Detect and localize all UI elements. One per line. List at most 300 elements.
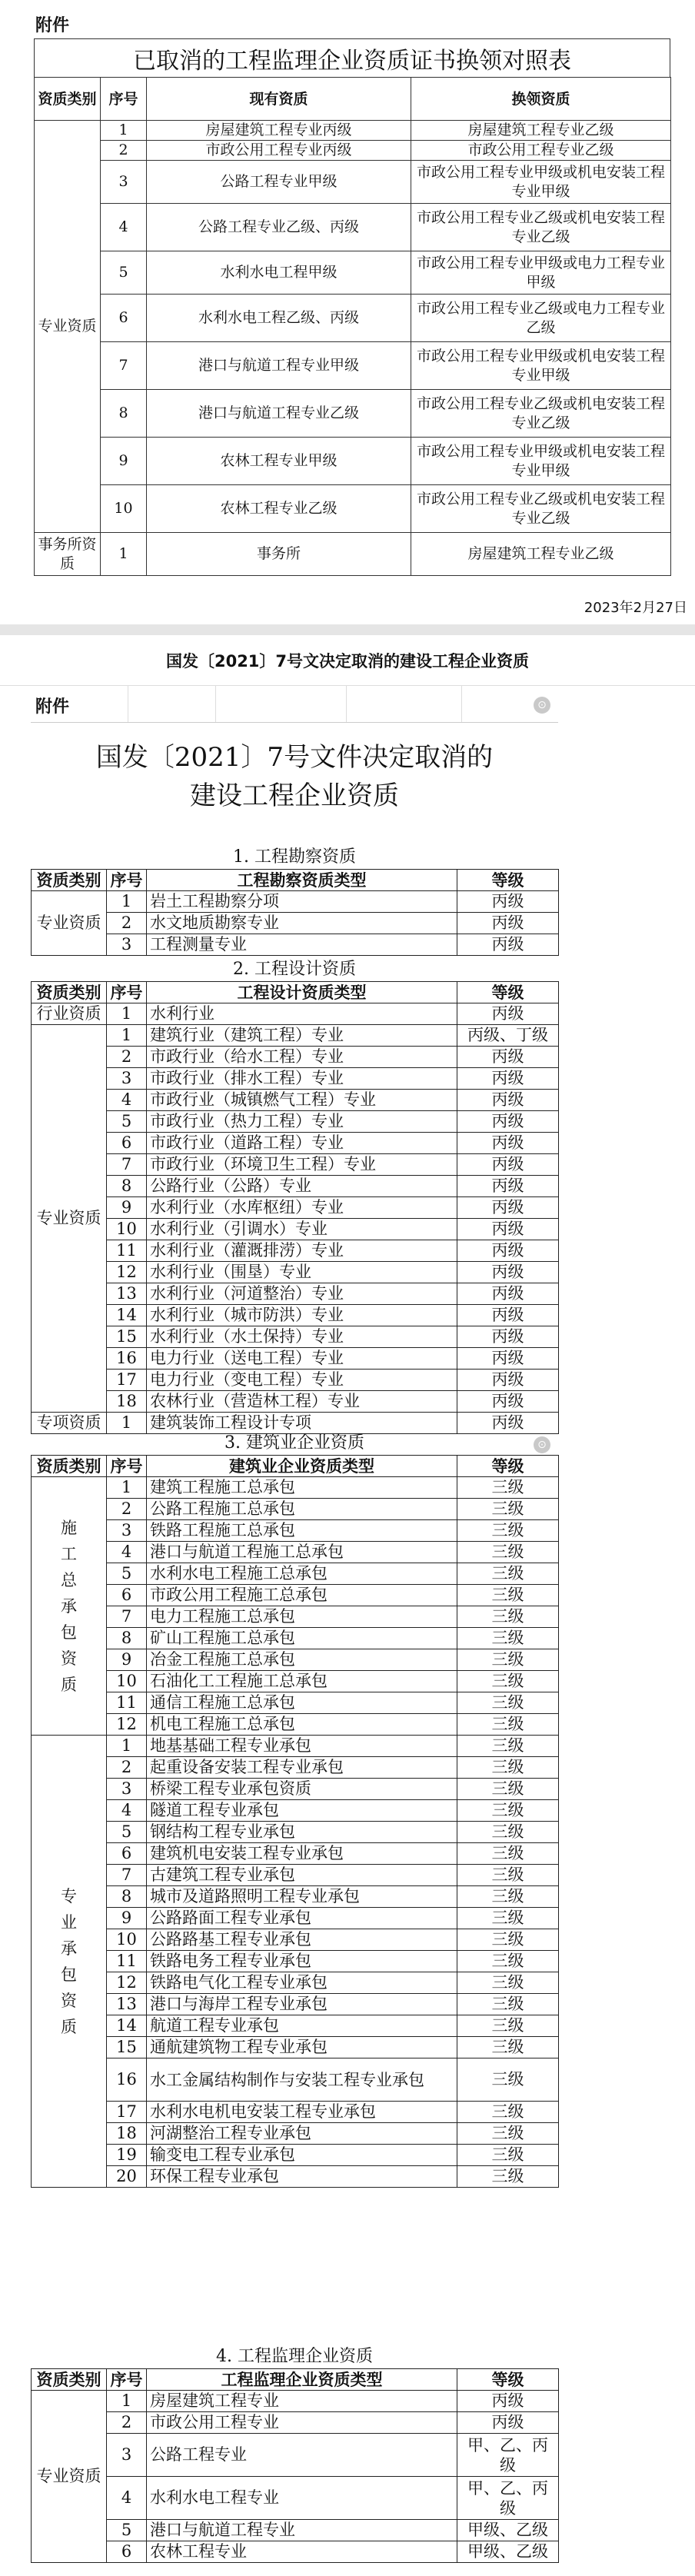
category-industry: 行业资质 [32, 1003, 107, 1025]
table-row [35, 251, 671, 295]
row-type: 公路工程专业 [147, 2434, 457, 2477]
table-row [32, 2166, 559, 2188]
table-row [32, 1025, 559, 1047]
row-no: 3 [107, 1068, 147, 1090]
row-no: 7 [107, 1154, 147, 1176]
table-row [32, 934, 559, 956]
table-row [32, 1370, 559, 1391]
table-row [32, 2037, 559, 2058]
row-type: 建筑装饰工程设计专项 [147, 1413, 457, 1434]
sheet-attachment-row [31, 686, 558, 723]
document-date: 2023年2月27日 [584, 600, 687, 616]
row-current: 农林工程专业乙级 [147, 485, 411, 533]
header-no: 序号 [101, 78, 147, 121]
table-row [35, 161, 671, 204]
row-level: 三级 [457, 1972, 559, 1994]
row-level: 三级 [457, 1563, 559, 1585]
row-level: 丙级 [457, 934, 559, 956]
row-new: 市政公用工程专业甲级或机电安装工程专业甲级 [411, 342, 671, 390]
table-row [32, 1219, 559, 1240]
expand-icon[interactable]: ⊙ [534, 697, 550, 714]
sheet-title [31, 738, 558, 815]
row-level: 丙级 [457, 1068, 559, 1090]
header-level: 等级 [457, 1456, 559, 1477]
category-professional: 专业资质 [32, 1025, 107, 1413]
attachment-label: 附件 [35, 16, 70, 35]
row-type: 水利行业（引调水）专业 [147, 1219, 457, 1240]
row-level: 丙级 [457, 1176, 559, 1197]
table-row [35, 141, 671, 161]
table-row [32, 1822, 559, 1843]
row-no: 20 [107, 2166, 147, 2188]
row-current: 事务所 [147, 533, 411, 576]
row-type: 电力工程施工总承包 [147, 1606, 457, 1628]
row-level: 三级 [457, 1757, 559, 1779]
row-no: 19 [107, 2145, 147, 2166]
design-section-title: 2. 工程设计资质 [233, 960, 356, 979]
table-row [32, 2391, 559, 2412]
row-no: 1 [107, 1003, 147, 1025]
row-new: 市政公用工程专业乙级或机电安装工程专业乙级 [411, 485, 671, 533]
row-level: 三级 [457, 2015, 559, 2037]
row-no: 6 [101, 295, 147, 342]
table-row [32, 1003, 559, 1025]
table-row [32, 1133, 559, 1154]
row-type: 水利行业（河道整治）专业 [147, 1283, 457, 1305]
expand-icon[interactable]: ⊙ [534, 1436, 550, 1453]
row-level: 三级 [457, 1499, 559, 1520]
row-type: 农林工程专业 [147, 2541, 457, 2563]
table-row [32, 1111, 559, 1133]
row-level: 三级 [457, 2123, 559, 2145]
row-level: 三级 [457, 2058, 559, 2102]
row-type: 航道工程专业承包 [147, 2015, 457, 2037]
table-row [32, 1262, 559, 1283]
row-no: 12 [107, 1714, 147, 1736]
header-type: 建筑业企业资质类型 [147, 1456, 457, 1477]
row-no: 1 [107, 2391, 147, 2412]
row-no: 2 [101, 141, 147, 161]
supervision-section-title: 4. 工程监理企业资质 [216, 2347, 373, 2366]
row-type: 市政公用工程施工总承包 [147, 1585, 457, 1606]
row-level: 丙级 [457, 1133, 559, 1154]
header-category: 资质类别 [32, 2369, 107, 2391]
header-category: 资质类别 [32, 1456, 107, 1477]
row-type: 桥梁工程专业承包资质 [147, 1779, 457, 1800]
row-no: 8 [101, 390, 147, 438]
row-no: 9 [107, 1908, 147, 1929]
table-row [32, 891, 559, 913]
row-no: 12 [107, 1972, 147, 1994]
construction-table [31, 1455, 559, 2188]
row-level: 丙级 [457, 2412, 559, 2434]
table-row [32, 1628, 559, 1649]
row-no: 12 [107, 1262, 147, 1283]
table-row [32, 1047, 559, 1068]
row-level: 三级 [457, 1542, 559, 1563]
row-level: 三级 [457, 2102, 559, 2123]
row-no: 15 [107, 1326, 147, 1348]
row-level: 丙级 [457, 1047, 559, 1068]
table-row [32, 1714, 559, 1736]
row-type: 通信工程施工总承包 [147, 1692, 457, 1714]
row-no: 1 [107, 1413, 147, 1434]
header-category: 资质类别 [35, 78, 101, 121]
row-type: 水利行业（水库枢纽）专业 [147, 1197, 457, 1219]
row-type: 水利行业（水土保持）专业 [147, 1326, 457, 1348]
row-new: 市政公用工程专业乙级或机电安装工程专业乙级 [411, 390, 671, 438]
row-type: 市政行业（道路工程）专业 [147, 1133, 457, 1154]
row-type: 水利水电工程施工总承包 [147, 1563, 457, 1585]
row-type: 水利行业（灌溉排涝）专业 [147, 1240, 457, 1262]
row-level: 三级 [457, 1520, 559, 1542]
row-current: 房屋建筑工程专业丙级 [147, 121, 411, 141]
table-row [32, 1585, 559, 1606]
row-no: 5 [107, 1563, 147, 1585]
table-row [32, 1865, 559, 1886]
row-no: 2 [107, 2412, 147, 2434]
row-type: 电力行业（送电工程）专业 [147, 1348, 457, 1370]
table-row [32, 2412, 559, 2434]
survey-table [31, 869, 559, 956]
row-current: 市政公用工程专业丙级 [147, 141, 411, 161]
row-no: 16 [107, 2058, 147, 2102]
header-type: 工程设计资质类型 [147, 982, 457, 1003]
row-no: 1 [107, 891, 147, 913]
header-no: 序号 [107, 2369, 147, 2391]
table-header-row [32, 1456, 559, 1477]
row-no: 18 [107, 2123, 147, 2145]
table-row [32, 2520, 559, 2541]
article-heading: 国发〔2021〕7号文决定取消的建设工程企业资质 [0, 635, 695, 686]
row-type: 市政行业（热力工程）专业 [147, 1111, 457, 1133]
row-type: 水利行业 [147, 1003, 457, 1025]
row-no: 4 [107, 2477, 147, 2520]
row-level: 丙级 [457, 2391, 559, 2412]
table-header-row [32, 870, 559, 891]
spreadsheet-view [31, 686, 558, 2576]
row-current: 水利水电工程乙级、丙级 [147, 295, 411, 342]
row-type: 环保工程专业承包 [147, 2166, 457, 2188]
row-level: 三级 [457, 2037, 559, 2058]
row-no: 3 [107, 1520, 147, 1542]
row-current: 农林工程专业甲级 [147, 438, 411, 485]
table-row [35, 390, 671, 438]
category-professional: 专业资质 [32, 891, 107, 956]
table-row [32, 2145, 559, 2166]
row-level: 丙级、丁级 [457, 1025, 559, 1047]
row-level: 三级 [457, 2145, 559, 2166]
row-no: 2 [107, 913, 147, 934]
row-type: 公路行业（公路）专业 [147, 1176, 457, 1197]
row-type: 公路工程施工总承包 [147, 1499, 457, 1520]
row-no: 11 [107, 1692, 147, 1714]
category-general-contracting [32, 1477, 107, 1736]
row-level: 丙级 [457, 1283, 559, 1305]
row-no: 9 [107, 1197, 147, 1219]
table-row [32, 1972, 559, 1994]
row-no: 4 [107, 1090, 147, 1111]
table-row [32, 1176, 559, 1197]
row-level: 丙级 [457, 1090, 559, 1111]
table-row [32, 2102, 559, 2123]
row-type: 市政行业（给水工程）专业 [147, 1047, 457, 1068]
row-level: 三级 [457, 1886, 559, 1908]
table-row [32, 1305, 559, 1326]
row-type: 建筑工程施工总承包 [147, 1477, 457, 1499]
exchange-table-title: 已取消的工程监理企业资质证书换领对照表 [34, 38, 670, 77]
table-row [32, 1649, 559, 1671]
row-level: 三级 [457, 1994, 559, 2015]
table-row [32, 1671, 559, 1692]
row-level: 三级 [457, 1714, 559, 1736]
table-row [32, 1197, 559, 1219]
row-type: 农林行业（营造林工程）专业 [147, 1391, 457, 1413]
row-level: 三级 [457, 1800, 559, 1822]
row-type: 水文地质勘察专业 [147, 913, 457, 934]
row-type: 输变电工程专业承包 [147, 2145, 457, 2166]
row-current: 水利水电工程甲级 [147, 251, 411, 295]
row-no: 16 [107, 1348, 147, 1370]
row-level: 甲级、乙级 [457, 2520, 559, 2541]
row-no: 7 [107, 1865, 147, 1886]
row-type: 水利行业（城市防洪）专业 [147, 1305, 457, 1326]
category-special: 专项资质 [32, 1413, 107, 1434]
row-no: 13 [107, 1994, 147, 2015]
row-new: 市政公用工程专业甲级或机电安装工程专业甲级 [411, 161, 671, 204]
row-no: 3 [101, 161, 147, 204]
row-type: 水利行业（围垦）专业 [147, 1262, 457, 1283]
row-no: 3 [107, 2434, 147, 2477]
table-row [32, 2434, 559, 2477]
row-type: 河湖整治工程专业承包 [147, 2123, 457, 2145]
header-no: 序号 [107, 870, 147, 891]
row-type: 公路路基工程专业承包 [147, 1929, 457, 1951]
construction-section-title: 3. 建筑业企业资质 [224, 1433, 364, 1453]
table-row [35, 204, 671, 251]
section-divider [0, 624, 695, 635]
table-row [32, 1068, 559, 1090]
row-type: 冶金工程施工总承包 [147, 1649, 457, 1671]
row-no: 11 [107, 1951, 147, 1972]
row-new: 市政公用工程专业乙级或电力工程专业乙级 [411, 295, 671, 342]
header-new: 换领资质 [411, 78, 671, 121]
row-type: 工程测量专业 [147, 934, 457, 956]
header-level: 等级 [457, 982, 559, 1003]
row-level: 三级 [457, 1843, 559, 1865]
row-type: 通航建筑物工程专业承包 [147, 2037, 457, 2058]
table-row [35, 342, 671, 390]
table-row [35, 485, 671, 533]
table-row [35, 533, 671, 576]
table-row [32, 1843, 559, 1865]
header-category: 资质类别 [32, 870, 107, 891]
row-level: 甲、乙、丙级 [457, 2477, 559, 2520]
table-row [32, 2477, 559, 2520]
table-row [32, 1606, 559, 1628]
table-row [32, 1757, 559, 1779]
row-level: 丙级 [457, 891, 559, 913]
row-no: 6 [107, 1843, 147, 1865]
table-row [32, 2015, 559, 2037]
row-no: 1 [107, 1736, 147, 1757]
table-row [32, 1736, 559, 1757]
table-row [32, 1908, 559, 1929]
row-no: 1 [101, 533, 147, 576]
row-no: 5 [107, 1822, 147, 1843]
header-type: 工程勘察资质类型 [147, 870, 457, 891]
table-row [32, 1520, 559, 1542]
row-no: 6 [107, 1585, 147, 1606]
row-no: 15 [107, 2037, 147, 2058]
row-new: 市政公用工程专业乙级 [411, 141, 671, 161]
header-type: 工程监理企业资质类型 [147, 2369, 457, 2391]
row-level: 三级 [457, 1628, 559, 1649]
row-level: 三级 [457, 1951, 559, 1972]
row-type: 石油化工工程施工总承包 [147, 1671, 457, 1692]
row-type: 市政行业（排水工程）专业 [147, 1068, 457, 1090]
design-table [31, 981, 559, 1434]
category-professional: 专业资质 [32, 2391, 107, 2563]
row-level: 三级 [457, 1477, 559, 1499]
row-type: 矿山工程施工总承包 [147, 1628, 457, 1649]
row-no: 2 [107, 1757, 147, 1779]
row-no: 7 [101, 342, 147, 390]
supervision-table [31, 2368, 559, 2563]
table-row [32, 2123, 559, 2145]
row-type: 市政行业（环境卫生工程）专业 [147, 1154, 457, 1176]
row-level: 三级 [457, 1736, 559, 1757]
row-type: 古建筑工程专业承包 [147, 1865, 457, 1886]
row-level: 丙级 [457, 1154, 559, 1176]
table-row [35, 438, 671, 485]
row-type: 铁路电气化工程专业承包 [147, 1972, 457, 1994]
row-level: 丙级 [457, 1240, 559, 1262]
table-row [32, 1477, 559, 1499]
row-no: 1 [107, 1025, 147, 1047]
table-row [32, 2541, 559, 2563]
row-no: 2 [107, 1499, 147, 1520]
header-no: 序号 [107, 1456, 147, 1477]
table-header-row [32, 2369, 559, 2391]
row-level: 三级 [457, 1908, 559, 1929]
header-category: 资质类别 [32, 982, 107, 1003]
category-firm: 事务所资质 [35, 533, 101, 576]
row-level: 三级 [457, 1649, 559, 1671]
row-no: 1 [101, 121, 147, 141]
row-no: 18 [107, 1391, 147, 1413]
sheet-attachment-label: 附件 [35, 697, 70, 717]
row-level: 丙级 [457, 1111, 559, 1133]
row-current: 公路工程专业乙级、丙级 [147, 204, 411, 251]
row-no: 13 [107, 1283, 147, 1305]
row-no: 3 [107, 934, 147, 956]
row-level: 甲、乙、丙级 [457, 2434, 559, 2477]
row-type: 钢结构工程专业承包 [147, 1822, 457, 1843]
row-current: 公路工程专业甲级 [147, 161, 411, 204]
row-type: 起重设备安装工程专业承包 [147, 1757, 457, 1779]
table-row [32, 1240, 559, 1262]
header-no: 序号 [107, 982, 147, 1003]
row-type: 城市及道路照明工程专业承包 [147, 1886, 457, 1908]
row-no: 8 [107, 1886, 147, 1908]
row-type: 港口与航道工程施工总承包 [147, 1542, 457, 1563]
table-row [32, 1154, 559, 1176]
row-level: 三级 [457, 1606, 559, 1628]
row-no: 14 [107, 2015, 147, 2037]
row-type: 隧道工程专业承包 [147, 1800, 457, 1822]
table-row [32, 1090, 559, 1111]
row-no: 4 [107, 1542, 147, 1563]
table-row [32, 2058, 559, 2102]
row-type: 港口与海岸工程专业承包 [147, 1994, 457, 2015]
row-type: 市政行业（城镇燃气工程）专业 [147, 1090, 457, 1111]
table-row [32, 1413, 559, 1434]
header-level: 等级 [457, 870, 559, 891]
table-row [32, 1326, 559, 1348]
row-level: 三级 [457, 1671, 559, 1692]
row-type: 水利水电机电安装工程专业承包 [147, 2102, 457, 2123]
row-type: 建筑机电安装工程专业承包 [147, 1843, 457, 1865]
row-no: 3 [107, 1779, 147, 1800]
row-no: 8 [107, 1628, 147, 1649]
row-level: 三级 [457, 1692, 559, 1714]
row-level: 丙级 [457, 913, 559, 934]
row-type: 铁路工程施工总承包 [147, 1520, 457, 1542]
row-no: 2 [107, 1047, 147, 1068]
row-type: 岩土工程勘察分项 [147, 891, 457, 913]
row-type: 港口与航道工程专业 [147, 2520, 457, 2541]
row-level: 甲级、乙级 [457, 2541, 559, 2563]
row-level: 丙级 [457, 1262, 559, 1283]
row-level: 丙级 [457, 1197, 559, 1219]
table-row [32, 1779, 559, 1800]
row-current: 港口与航道工程专业乙级 [147, 390, 411, 438]
table-row [32, 1951, 559, 1972]
table-row [32, 1283, 559, 1305]
row-level: 三级 [457, 1865, 559, 1886]
table-row [35, 295, 671, 342]
row-new: 市政公用工程专业乙级或机电安装工程专业乙级 [411, 204, 671, 251]
row-no: 6 [107, 1133, 147, 1154]
row-current: 港口与航道工程专业甲级 [147, 342, 411, 390]
row-level: 三级 [457, 1779, 559, 1800]
row-no: 5 [107, 1111, 147, 1133]
row-level: 丙级 [457, 1391, 559, 1413]
row-type: 水工金属结构制作与安装工程专业承包 [147, 2058, 457, 2102]
survey-section-title: 1. 工程勘察资质 [233, 847, 356, 867]
row-type: 水利水电工程专业 [147, 2477, 457, 2520]
row-new: 房屋建筑工程专业乙级 [411, 533, 671, 576]
table-row [32, 1800, 559, 1822]
table-row [32, 1499, 559, 1520]
row-no: 6 [107, 2541, 147, 2563]
row-new: 市政公用工程专业甲级或电力工程专业甲级 [411, 251, 671, 295]
table-header-row [32, 982, 559, 1003]
row-no: 14 [107, 1305, 147, 1326]
row-level: 丙级 [457, 1305, 559, 1326]
row-no: 17 [107, 2102, 147, 2123]
header-level: 等级 [457, 2369, 559, 2391]
row-type: 房屋建筑工程专业 [147, 2391, 457, 2412]
table-row [32, 913, 559, 934]
row-no: 10 [107, 1929, 147, 1951]
row-level: 丙级 [457, 1219, 559, 1240]
row-type: 电力行业（变电工程）专业 [147, 1370, 457, 1391]
row-level: 丙级 [457, 1326, 559, 1348]
row-no: 11 [107, 1240, 147, 1262]
table-row [32, 1563, 559, 1585]
